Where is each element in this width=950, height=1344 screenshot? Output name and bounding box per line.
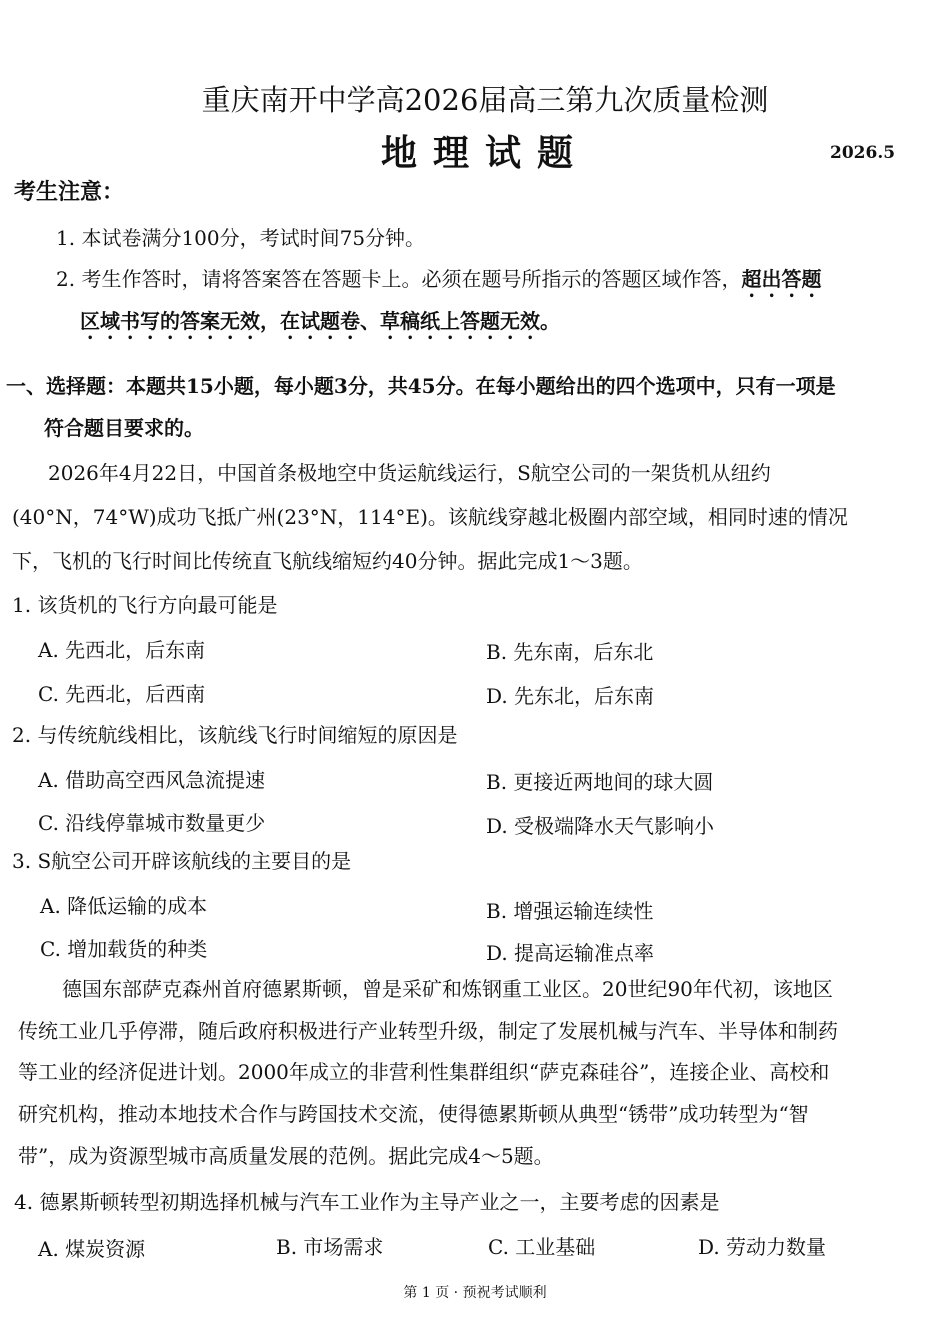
q3-option-a: A. 降低运输的成本 <box>40 894 208 918</box>
q2-option-c: C. 沿线停靠城市数量更少 <box>38 811 266 835</box>
notice-item-2-line2: 区域书写的答案无效，在试题卷、草稿纸上答题无效。 <box>80 309 560 333</box>
q1-option-c: C. 先西北，后西南 <box>38 682 206 706</box>
page-footer: 第 1 页 · 预祝考试顺利 <box>403 1285 547 1301</box>
notice-item-2-text: 2. 考生作答时，请将答案答在答题卡上。必须在题号所指示的答题区域作答， <box>56 267 742 291</box>
q3-option-d: D. 提高运输准点率 <box>486 941 655 965</box>
notice-item-2-line1 <box>56 264 821 302</box>
q4-option-b: B. 市场需求 <box>276 1235 384 1259</box>
q3-stem: 3. S航空公司开辟该航线的主要目的是 <box>12 849 352 873</box>
notice-heading: 考生注意： <box>14 179 125 205</box>
exam-date: 2026.5 <box>830 143 896 163</box>
q1-option-a: A. 先西北，后东南 <box>38 638 206 662</box>
passage2-line4: 研究机构，推动本地技术合作与跨国技术交流，使得德累斯顿从典型“锈带”成功转型为“智 <box>18 1102 809 1126</box>
passage2-line2: 传统工业几乎停滞，随后政府积极进行产业转型升级，制定了发展机械与汽车、半导体和制药 <box>18 1019 838 1043</box>
q4-option-c: C. 工业基础 <box>488 1235 596 1259</box>
passage1-line2: (40°N，74°W)成功飞抵广州(23°N，114°E)。该航线穿越北极圈内部空域，相同时速的情况 <box>12 505 848 529</box>
section-heading-line1: 一、选择题：本题共15小题，每小题3分，共45分。在每小题给出的四个选项中，只有一项是 <box>6 374 836 398</box>
q4-stem: 4. 德累斯顿转型初期选择机械与汽车工业作为主导产业之一，主要考虑的因素是 <box>14 1190 720 1214</box>
q4-option-a: A. 煤炭资源 <box>38 1237 146 1261</box>
passage2-line1: 德国东部萨克森州首府德累斯顿，曾是采矿和炼钢重工业区。20世纪90年代初，该地区 <box>62 977 833 1001</box>
q1-option-b: B. 先东南，后东北 <box>486 640 654 664</box>
notice-item-2-emphasis: 超出答题 <box>741 267 822 291</box>
passage1-line3: 下，飞机的飞行时间比传统直飞航线缩短约40分钟。据此完成1～3题。 <box>12 549 643 573</box>
section-heading-line2: 符合题目要求的。 <box>44 416 204 440</box>
q2-option-a: A. 借助高空西风急流提速 <box>38 768 266 792</box>
q4-option-d: D. 劳动力数量 <box>698 1235 827 1259</box>
q2-stem: 2. 与传统航线相比，该航线飞行时间缩短的原因是 <box>12 723 458 747</box>
q3-option-b: B. 增强运输连续性 <box>486 899 654 923</box>
q2-option-d: D. 受极端降水天气影响小 <box>486 814 715 838</box>
q2-option-b: B. 更接近两地间的球大圆 <box>486 770 714 794</box>
school-title: 重庆南开中学高2026届高三第九次质量检测 <box>201 83 769 117</box>
passage2-line5: 带”，成为资源型城市高质量发展的范例。据此完成4～5题。 <box>18 1144 554 1168</box>
passage1-line1: 2026年4月22日，中国首条极地空中货运航线运行，S航空公司的一架货机从纽约 <box>48 461 771 485</box>
q3-option-c: C. 增加载货的种类 <box>40 937 208 961</box>
notice-item-1: 1. 本试卷满分100分，考试时间75分钟。 <box>56 226 426 250</box>
q1-option-d: D. 先东北，后东南 <box>486 684 655 708</box>
q1-stem: 1. 该货机的飞行方向最可能是 <box>12 593 278 617</box>
subject-title: 地理试题 <box>380 132 589 174</box>
passage2-line3: 等工业的经济促进计划。2000年成立的非营利性集群组织“萨克森硅谷”，连接企业、高校和 <box>18 1060 830 1084</box>
